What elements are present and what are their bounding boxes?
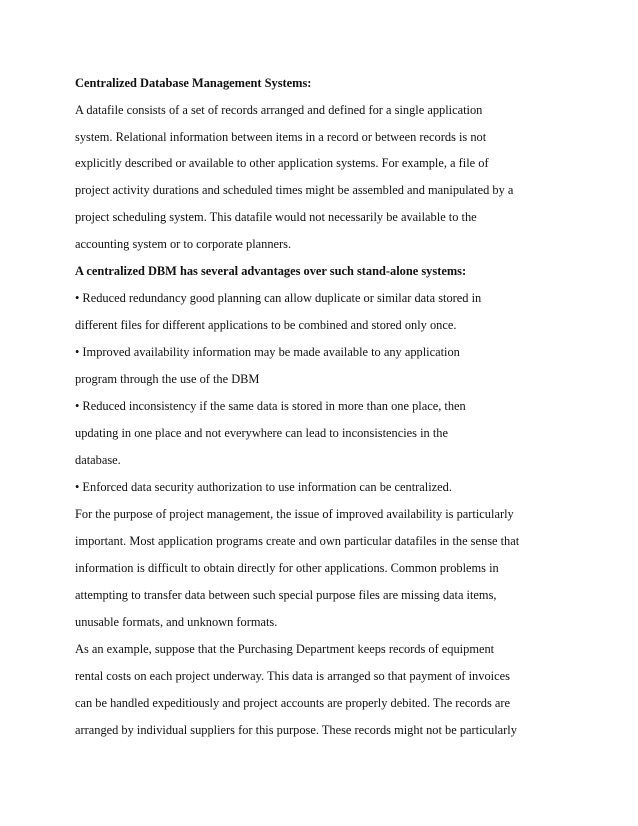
paragraph-line: As an example, suppose that the Purchasing Department keeps records of equipment (75, 642, 495, 656)
paragraph-line: project activity durations and scheduled times might be assembled and manipulated by a (75, 183, 514, 197)
bullet-line: • Improved availability information may be made available to any application (75, 345, 460, 359)
paragraph-line: important. Most application programs create and own particular datafiles in the sense that (75, 534, 520, 548)
paragraph-line: explicitly described or available to other application systems. For example, a file of (75, 156, 489, 170)
paragraph-line: project scheduling system. This datafile would not necessarily be available to the (75, 210, 477, 224)
paragraph-line: unusable formats, and unknown formats. (75, 615, 278, 629)
paragraph-line: information is difficult to obtain directly for other applications. Common problems in (75, 561, 499, 575)
section-heading: Centralized Database Management Systems: (75, 76, 312, 90)
paragraph-line: For the purpose of project management, the issue of improved availability is particularly (75, 507, 514, 521)
bullet-line: • Reduced redundancy good planning can allow duplicate or similar data stored in (75, 291, 482, 305)
paragraph-line: accounting system or to corporate planners. (75, 237, 292, 251)
bullet-line: • Enforced data security authorization to use information can be centralized. (75, 480, 452, 494)
paragraph-line: arranged by individual suppliers for this purpose. These records might not be particularly (75, 723, 517, 737)
bullet-line: program through the use of the DBM (75, 372, 260, 386)
bullet-line: • Reduced inconsistency if the same data is stored in more than one place, then (75, 399, 466, 413)
paragraph-line: A datafile consists of a set of records arranged and defined for a single application (75, 103, 483, 117)
paragraph-line: attempting to transfer data between such special purpose files are missing data items, (75, 588, 497, 602)
paragraph-line: rental costs on each project underway. This data is arranged so that payment of invoices (75, 669, 510, 683)
paragraph-line: system. Relational information between items in a record or between records is not (75, 130, 487, 144)
subheading: A centralized DBM has several advantages over such stand-alone systems: (75, 264, 467, 278)
bullet-line: updating in one place and not everywhere can lead to inconsistencies in the (75, 426, 448, 440)
bullet-line: different files for different applications to be combined and stored only once. (75, 318, 457, 332)
paragraph-line: can be handled expeditiously and project accounts are properly debited. The records are (75, 696, 510, 710)
bullet-line: database. (75, 453, 121, 467)
